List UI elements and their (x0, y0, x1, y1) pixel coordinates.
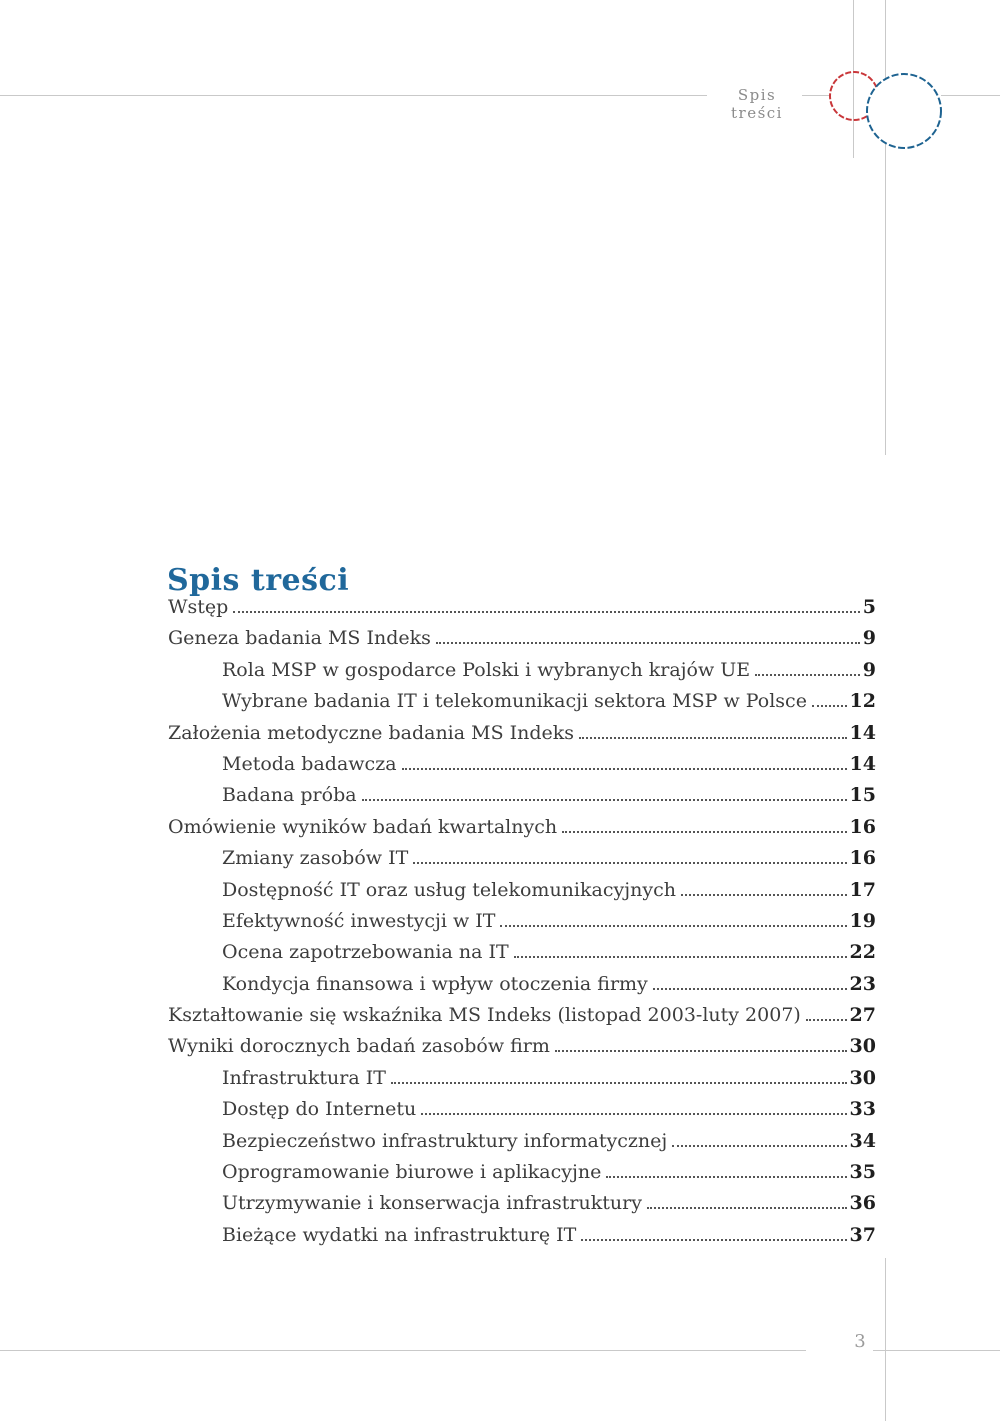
toc-entry-label: Bezpieczeństwo infrastruktury informatycznej (222, 1129, 668, 1152)
toc-entry (168, 659, 876, 690)
toc-entry-page-number: 30 (849, 1066, 876, 1089)
toc-entry (168, 1224, 876, 1255)
toc-entry-label: Ocena zapotrzebowania na IT (222, 941, 509, 964)
toc-dot-leader (413, 862, 846, 864)
toc-entry-label: Bieżące wydatki na infrastrukturę IT (222, 1223, 577, 1246)
toc-entry-page-number: 33 (849, 1098, 876, 1121)
toc-entry-label: Utrzymywanie i konserwacja infrastruktury (222, 1192, 642, 1215)
toc-entry-page-number: 14 (849, 721, 876, 744)
header-rule-left (0, 95, 707, 96)
toc-entry (168, 1161, 876, 1192)
toc-dot-leader (647, 1207, 847, 1209)
toc-entry-label: Kondycja finansowa i wpływ otoczenia firmy (222, 972, 648, 995)
toc-entry-label: Dostępność IT oraz usług telekomunikacyjnych (222, 878, 676, 901)
toc-dot-leader (402, 768, 847, 770)
toc-dot-leader (653, 988, 847, 990)
toc-entry-label: Wstęp (168, 596, 229, 618)
footer-rule-left (0, 1350, 806, 1351)
toc-dot-leader (233, 611, 859, 613)
toc-entry-label: Wybrane badania IT i telekomunikacji sektora MSP w Polsce (222, 690, 807, 713)
running-header-label: Spis treści (731, 86, 783, 122)
toc-dot-leader (672, 1145, 846, 1147)
toc-dot-leader (681, 894, 847, 896)
toc-entry-page-number: 16 (849, 815, 876, 838)
toc-dot-leader (812, 705, 847, 707)
table-of-contents (168, 596, 876, 1255)
toc-entry (168, 627, 876, 658)
toc-dot-leader (391, 1082, 847, 1084)
toc-dot-leader (362, 799, 847, 801)
toc-entry (168, 1067, 876, 1098)
toc-dot-leader (806, 1019, 847, 1021)
footer-rule-right (873, 1350, 1000, 1351)
toc-dot-leader (581, 1239, 846, 1241)
toc-entry (168, 1192, 876, 1223)
footer-rule-vertical (885, 1258, 886, 1421)
toc-entry-label: Założenia metodyczne badania MS Indeks (168, 721, 575, 744)
margin-rule-vertical-1 (853, 0, 854, 158)
toc-entry-page-number: 14 (849, 752, 876, 775)
toc-dot-leader (421, 1113, 846, 1115)
toc-entry (168, 941, 876, 972)
toc-entry-label: Metoda badawcza (222, 752, 397, 775)
toc-entry-page-number: 19 (849, 909, 876, 932)
toc-entry-page-number: 23 (849, 972, 876, 995)
toc-entry-page-number: 5 (862, 596, 876, 618)
toc-entry-page-number: 27 (849, 1004, 876, 1027)
header-rule-mid (802, 95, 830, 96)
toc-entry-page-number: 35 (849, 1161, 876, 1184)
toc-entry-page-number: 9 (862, 627, 876, 650)
toc-entry (168, 910, 876, 941)
toc-dot-leader (579, 737, 846, 739)
toc-entry-page-number: 15 (849, 784, 876, 807)
margin-rule-vertical-2 (885, 0, 886, 455)
page-title: Spis treści (167, 563, 350, 599)
toc-dot-leader (755, 674, 860, 676)
toc-entry-page-number: 22 (849, 941, 876, 964)
header-rule-right (941, 95, 1000, 96)
blue-circle-icon (867, 74, 941, 148)
toc-entry-label: Zmiany zasobów IT (222, 847, 409, 870)
toc-entry (168, 722, 876, 753)
toc-entry (168, 879, 876, 910)
toc-entry-page-number: 30 (849, 1035, 876, 1058)
toc-entry-label: Geneza badania MS Indeks (168, 627, 431, 650)
toc-entry (168, 753, 876, 784)
toc-entry (168, 847, 876, 878)
red-circle-icon (830, 72, 878, 120)
toc-entry (168, 596, 876, 627)
toc-dot-leader (514, 956, 847, 958)
page-number: 3 (854, 1331, 866, 1352)
toc-entry-label: Wyniki dorocznych badań zasobów firm (168, 1035, 550, 1058)
toc-entry (168, 784, 876, 815)
toc-dot-leader (436, 642, 860, 644)
toc-entry-label: Badana próba (222, 784, 357, 807)
toc-dot-leader (606, 1176, 846, 1178)
toc-entry (168, 973, 876, 1004)
toc-entry-page-number: 16 (849, 847, 876, 870)
toc-entry-page-number: 17 (849, 878, 876, 901)
toc-entry-label: Kształtowanie się wskaźnika MS Indeks (listopad 2003-luty 2007) (168, 1004, 801, 1027)
toc-dot-leader (555, 1050, 847, 1052)
toc-entry (168, 690, 876, 721)
toc-entry-label: Oprogramowanie biurowe i aplikacyjne (222, 1161, 602, 1184)
toc-entry-page-number: 36 (849, 1192, 876, 1215)
toc-entry-label: Efektywność inwestycji w IT (222, 909, 496, 932)
toc-entry-page-number: 9 (862, 658, 876, 681)
toc-entry-label: Omówienie wyników badań kwartalnych (168, 815, 558, 838)
toc-entry-label: Rola MSP w gospodarce Polski i wybranych krajów UE (222, 658, 751, 681)
toc-dot-leader (500, 925, 846, 927)
toc-entry (168, 1035, 876, 1066)
toc-entry (168, 1004, 876, 1035)
toc-entry-label: Dostęp do Internetu (222, 1098, 417, 1121)
header-circles-decoration (0, 0, 1000, 200)
toc-entry (168, 816, 876, 847)
toc-entry (168, 1098, 876, 1129)
toc-entry (168, 1130, 876, 1161)
toc-dot-leader (562, 831, 846, 833)
toc-entry-page-number: 34 (849, 1129, 876, 1152)
toc-entry-page-number: 12 (849, 690, 876, 713)
toc-entry-page-number: 37 (849, 1223, 876, 1246)
toc-entry-label: Infrastruktura IT (222, 1066, 386, 1089)
